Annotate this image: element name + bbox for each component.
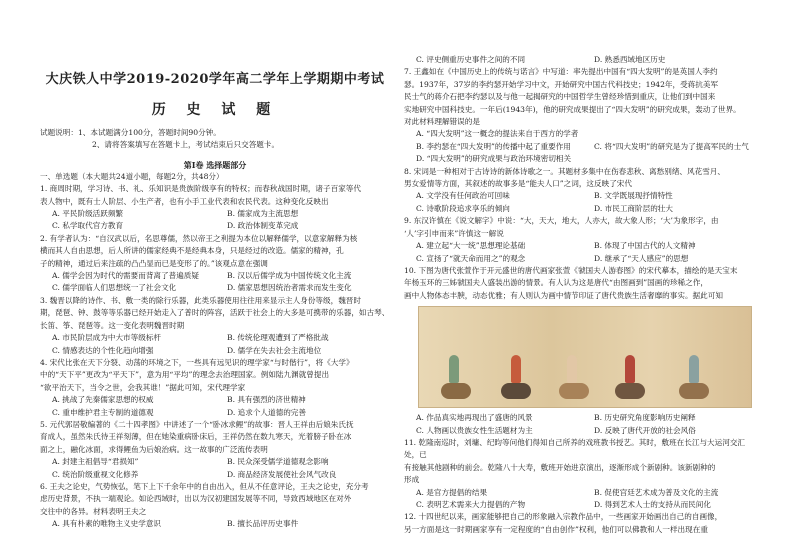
option-row [404, 203, 760, 215]
option-row [404, 141, 760, 153]
painting-horse [501, 383, 531, 399]
question-line: 11. 乾隆南巡时，刘墉、纪昀等问他们得知自己所养的戏班教书授艺。其时，敷班在长江与大运河交汇处，已 [404, 437, 746, 460]
question-line: 另一方面是这一时期画家享有一定程度的“自由创作”权利，他们可以佛教和人一样出现在重 [404, 524, 708, 534]
option-text: A. 具有朴素的唯物主义史学意识 [52, 519, 162, 529]
question-line: 民士气的蒋介石把李约瑟以及与他一起揭研究的中国哲学生曾经珍惜到重庆，让他们到中国来 [404, 92, 716, 102]
painting-horse [559, 383, 589, 399]
option-row [404, 190, 760, 202]
question-line: 有接触其他剧种的前会。乾隆八十大寿，敷班开始进京演出，逐渐形成个新剧种。该新剧种的 [404, 462, 716, 472]
question-line: 交往中的各异。材料表明王夫之 [40, 506, 147, 516]
question-line: 期，琵琶、钟、鼓等等乐器已经开始走入了普时的阵容，活跃于社会上的大多是可携带的乐器，如古琴、 [40, 308, 390, 318]
option-row [404, 487, 760, 499]
question-line: 对此材料理解错误的是 [404, 117, 480, 127]
option-text: A. 文学没有任何政治可回味 [416, 191, 510, 201]
option-row [40, 456, 390, 468]
option-text: B. 体现了中国古代的人文精神 [594, 241, 696, 251]
question-line: 男女爱情等方面，其叙述的故事多是“能夫人口”之词，这反映了宋代 [404, 179, 632, 189]
option-text: D. 得到艺术人士的支持从而民间化 [594, 499, 711, 509]
painting-figure [625, 355, 635, 383]
option-row [40, 332, 390, 344]
option-text: A. 平民阶级活跃频繁 [52, 209, 124, 219]
question-line: 育成人，虽然朱氏待王祥刻薄，但在她染重病卧床后，王祥仍然在数九寒天，光着膀子卧在冰 [40, 432, 352, 442]
painting-figure [449, 355, 459, 383]
question-line: 虑历史背景，不执一端观论。如论西域时，出以为汉初建国发展等不同，导致西域地区在对外 [40, 494, 352, 504]
option-row [404, 54, 760, 66]
question-line: 3. 魏晋以降的诗作、书、敷一类的除行乐器，此类乐器使用往往用来显示主人身份等级，魏晋时 [40, 295, 361, 305]
question-line: 5. 元代郭居敬编著的《二十四孝图》中讲述了一个“卧冰求鲤”的故事：晋人王祥由后娘朱氏抚 [40, 419, 354, 429]
option-text: B. 具有强烈的济世精神 [227, 395, 306, 405]
question-line: 年杨玉环的三姊虢国夫人盛装出游的情景。有人认为这是唐代“由图画到”国画的珍稀之作， [404, 278, 708, 288]
option-text: B. 历史研究角度影响历史阐释 [594, 413, 696, 423]
question-line: 瑟。1937年，37岁的李约瑟开始学习中文，开始研究中国古代科技史；1942年，受蒋抗美军 [404, 79, 719, 89]
option-text: B. 民众深受儒学道德观念影响 [227, 457, 329, 467]
option-text: A. 挑战了先秦儒家思想的权威 [52, 395, 154, 405]
option-row [404, 499, 760, 511]
question-line: 1. 商周时期，学习诗、书、礼、乐知识是贵族阶级享有的特权；而春秋战国时期，诸子百家等代 [40, 184, 361, 194]
question-line: “欲平治天下，当令之世，会我其谁！”据此可知，宋代理学家 [40, 382, 246, 392]
part-1-title: 一、单选题（本大题共24道小题，每题2分，共48分） [40, 171, 224, 181]
question-line: 表人物中，既有士人阶层、小生产者，也有小手工业代表和农民代表。这种变化反映出 [40, 196, 329, 206]
right-column [404, 0, 760, 560]
option-row [404, 240, 760, 252]
painting-horse [615, 383, 645, 399]
option-text: C. 统治阶级重视文化修养 [52, 469, 139, 479]
option-row [40, 394, 390, 406]
section-1-title: 第Ⅰ卷 选择题部分 [183, 159, 247, 170]
note-2: 2、请将答案填写在答题卡上，考试结束后只交答题卡。 [92, 140, 280, 150]
option-text: D. 儒学在失去社会主流地位 [227, 345, 322, 355]
option-row [40, 345, 390, 357]
option-row [40, 208, 390, 220]
question-line: 2. 有学者认为：“自汉武以后，名思尊儒，然以帝王之利提为本位以解释儒学，以意家解释为核 [40, 233, 358, 243]
option-row [404, 253, 760, 265]
option-row [40, 407, 390, 419]
option-text: C. 儒学面临人们思想统一了社会文化 [52, 283, 177, 293]
exam-title: 大庆铁人中学2019-2020学年高二学年上学期期中考试 [45, 72, 385, 87]
question-line: 8. 宋词是一种相对于古诗诗的新体诗歌之一。其题材多集中在伤春悲秋、离愁别绪、风花雪月、 [404, 166, 725, 176]
option-text: A. “四大发明”这一概念的提法来自于西方的学者 [416, 129, 579, 139]
option-text: B. 擅长品评历史事件 [227, 519, 299, 529]
painting-figure [567, 355, 577, 383]
question-line: 形成 [404, 475, 420, 485]
option-text: C. 情感表达的个性化趋向增强 [52, 345, 154, 355]
option-text: B. 汉以后儒学成为中国传统文化主流 [227, 271, 352, 281]
option-text: A. 市民阶层成为中大市等级标杆 [52, 333, 162, 343]
option-row [404, 412, 760, 424]
question-line: 6. 王夫之论史，气势恢弘，笔下上下千余年中的自由出入，但从不任意评论，王夫之论史，充分考 [40, 481, 369, 491]
option-row [40, 220, 390, 232]
question-line: 9. 东汉许慎在《说文解字》中说：“大，天大，地大，人亦大，故大象人形；‘大’为象形字，由 [404, 216, 719, 226]
option-text: B. 促使宫廷艺术成为普及文化的主流 [594, 487, 719, 497]
option-text: C. 重申维护君主专制的道德观 [52, 407, 154, 417]
option-text: C. 表明艺术需来大力提倡的产物 [416, 499, 526, 509]
option-text: C. 评史侧重历史事件之间的不同 [416, 55, 526, 64]
option-text: D. 熟悉西域地区历史 [594, 55, 666, 64]
question-line: 横而其人自由思想，后人所讲的儒家经典不是经典本身，只是经过的改造。儒家的精神，孔 [40, 246, 344, 256]
question-line: ‘人’字引申而来”许慎这一解说 [404, 228, 504, 238]
option-row [40, 518, 390, 530]
option-text: C. 人物画以贵族女性生活题材为主 [416, 425, 533, 435]
option-text: D. 追求个人道德的完善 [227, 407, 306, 417]
painting-figure [511, 355, 521, 383]
option-text: C. 将“四大发明”的研究是为了提高军民的士气 [594, 141, 749, 151]
option-text: D. 继承了“天人感应”的思想 [594, 253, 689, 263]
right-questions [404, 54, 760, 302]
painting-horse [679, 383, 709, 399]
option-row [40, 270, 390, 282]
painting-image [418, 306, 752, 408]
option-text: D. 儒家思想因统治者需求而发生变化 [227, 283, 352, 293]
option-text: A. 建立起“大一统”思想理论基础 [416, 241, 526, 251]
option-text: C. 私学取代官方教育 [52, 221, 124, 231]
painting-figure [689, 355, 699, 383]
option-text: C. 宣扬了“就天命而用之”的观念 [416, 253, 526, 263]
question-line: 画中人物体态丰腴，动态优雅；有人则认为画中情节印证了唐代贵族生活奢靡的事实。据此可知 [404, 290, 723, 300]
option-row [40, 469, 390, 481]
option-text: A. 是官方提倡的结果 [416, 487, 488, 497]
option-text: A. 儒学会因为时代的需要而背离了普遍质疑 [52, 271, 199, 281]
note-1: 试题说明：1、本试题满分100分，答题时间90分钟。 [40, 128, 221, 137]
left-questions [40, 183, 390, 530]
question-line: 长笛、筝、琵琶等。这一变化表明魏晋时期 [40, 320, 185, 330]
question-line: 12. 十四世纪以来，画家能够把自己的形象融入宗教作品中，一些画家开始画出自己的自画像， [404, 512, 723, 522]
option-text: B. 儒家成为主流思想 [227, 209, 299, 219]
option-text: D. “四大发明”的研究成果与政治环境密切相关 [416, 154, 572, 164]
option-row [404, 425, 760, 437]
question-line: 7. 王鑫如在《中国历史上的传统与诺言》中写道：率先提出中国有“四大发明”的是英国人李约 [404, 67, 718, 77]
option-text: C. 诗歌阶段追求享乐的倾向 [416, 203, 510, 213]
question-line: 10. 下图为唐代张萱作于开元盛世的唐代画家张萱《虢国夫人游春图》的宋代摹本，描绘的是天宝末 [404, 265, 738, 275]
option-text: D. 商品经济发展使社会风气改良 [227, 469, 337, 479]
option-text: D. 政治体制变革完成 [227, 221, 299, 231]
question-line: 实地研究中国科技史。一年后(1943年)，他的研究成果提出了“四大发明”的研究成果，轰动了世界。 [404, 104, 741, 114]
option-row [40, 282, 390, 294]
option-text: B. 文学既展现抒情特性 [594, 191, 673, 201]
question-line: 子的精神，通过后来注疏的凸凸显而已是变形了的。”该观点意在强调 [40, 258, 268, 268]
exam-subject: 历 史 试 题 [151, 102, 279, 118]
question-line: 面之上，融化冰面，求得鲤鱼为后娘治病。这一故事的广泛流传表明 [40, 444, 268, 454]
option-text: D. 反映了唐代开放的社会风俗 [594, 425, 696, 435]
option-text: B. 李约瑟在“四大发明”的传播中起了重要作用 [416, 141, 571, 151]
right-questions-2 [404, 412, 760, 536]
question-line: 中的“天下平”更改为“平天下”，意为用“平均”的理念去治理国家。例如陆九渊就曾提出 [40, 370, 330, 380]
option-text: A. 作品真实地再现出了盛唐的风景 [416, 413, 533, 423]
option-text: B. 传统伦理观遭到了严格批战 [227, 333, 329, 343]
painting-horse [441, 383, 471, 399]
option-text: D. 市民工商阶层的壮大 [594, 203, 673, 213]
left-column [40, 0, 390, 560]
question-line: 4. 宋代比张在天下分裂、动荡的环境之下，一些具有远见识的理学家“与时偕行”，将《大学》 [40, 357, 354, 367]
option-text: A. 封建主祖倡导“君损知” [52, 457, 139, 467]
